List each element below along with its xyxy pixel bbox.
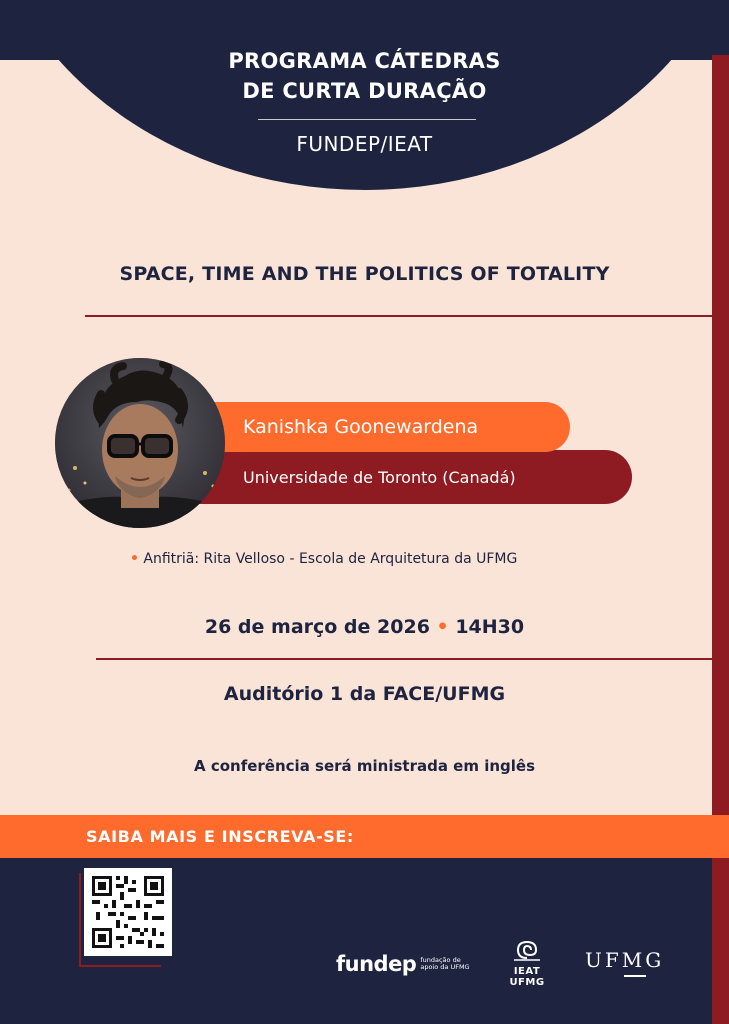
title-divider [85,315,713,317]
program-title [0,46,729,106]
host-line [130,551,517,567]
fundep-tagline-line2: apoio da UFMG [420,963,470,971]
qr-code-icon[interactable] [84,868,172,956]
language-note: A conferência será ministrada em inglês [194,757,535,775]
program-subtitle: FUNDEP/IEAT [296,132,433,156]
header-divider [258,119,476,120]
datetime-divider [96,658,713,660]
ieat-line1: IEAT [513,966,541,977]
speaker-name: Kanishka Goonewardena [243,416,479,438]
program-title-line2: DE CURTA DURAÇÃO [242,79,487,103]
ieat-logo [505,938,549,988]
ieat-spiral-icon [512,938,542,962]
datetime-separator: • [436,616,449,638]
speaker-portrait-icon [55,358,225,528]
event-date: 26 de março de 2026 [204,616,430,638]
talk-title: SPACE, TIME AND THE POLITICS OF TOTALITY [119,263,610,285]
footer-accent-strip [712,858,729,1024]
host-bullet: • [130,551,139,567]
qr-code-graphic [84,868,172,956]
fundep-tagline-line1: fundação de [420,955,461,964]
event-datetime [0,616,729,638]
cta-label: SAIBA MAIS E INSCREVA-SE: [86,827,354,846]
fundep-tagline [420,957,469,972]
ufmg-logo: UFMG [585,948,665,972]
ieat-line2: UFMG [509,977,545,988]
speaker-photo [55,358,225,528]
event-time: 14H30 [455,616,525,638]
fundep-logo [336,952,470,976]
fundep-wordmark: fundep [336,952,417,976]
event-venue: Auditório 1 da FACE/UFMG [223,683,506,705]
host-text: Anfitriã: Rita Velloso - Escola de Arquitetura da UFMG [143,551,518,567]
ufmg-logo-underline [624,975,646,977]
speaker-affiliation: Universidade de Toronto (Canadá) [243,468,516,487]
program-title-line1: PROGRAMA CÁTEDRAS [228,49,501,73]
